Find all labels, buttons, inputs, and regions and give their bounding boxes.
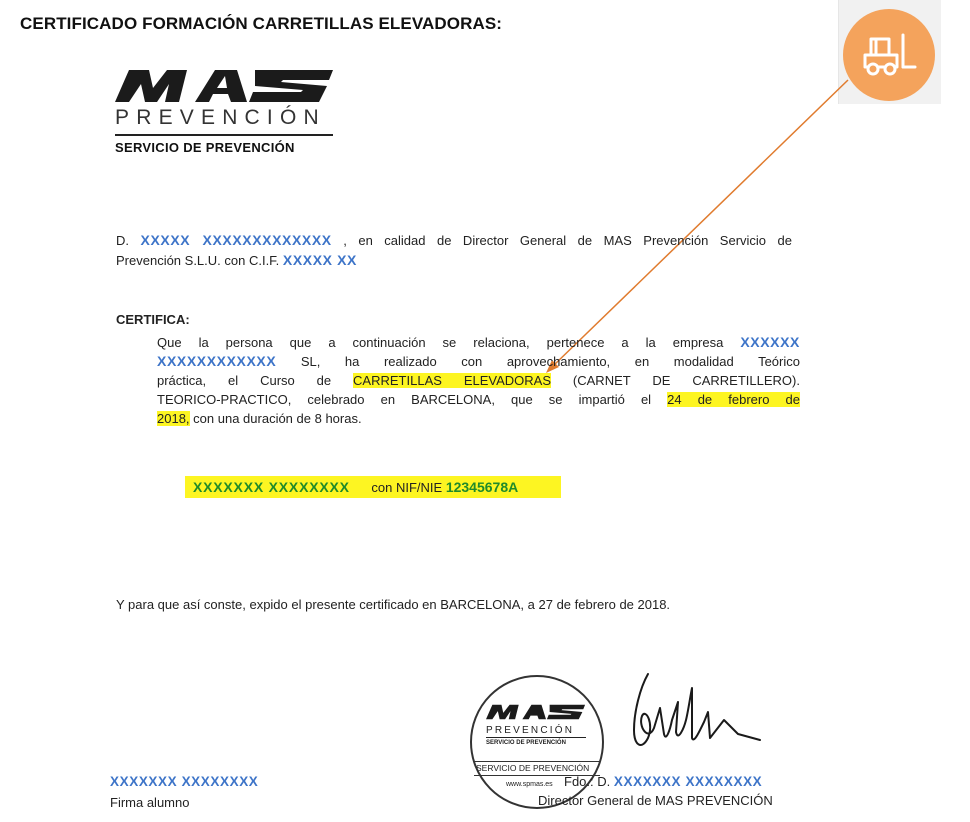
document-title: CERTIFICADO FORMACIÓN CARRETILLAS ELEVADORAS: xyxy=(20,14,503,33)
director-name: XXXXX XXXXXXXXXXXXX xyxy=(140,232,332,248)
intro-text-2: Prevención S.L.U. con C.I.F. xyxy=(116,253,280,268)
director-title: Director General de MAS PREVENCIÓN xyxy=(538,793,773,808)
logo-servicio: SERVICIO DE PREVENCIÓN xyxy=(115,140,295,155)
stamp-ring-text: SERVICIO DE PREVENCIÓN xyxy=(476,763,590,773)
stamp-band-line xyxy=(474,761,600,762)
director-fdo-line xyxy=(564,774,762,789)
course-name: CARRETILLAS ELEVADORAS xyxy=(353,373,551,388)
student-name: XXXXXXX XXXXXXXX xyxy=(193,479,350,495)
student-signature-name: XXXXXXX XXXXXXXX xyxy=(110,774,259,789)
body-line-2: SL, ha realizado con aprovechamiento, en modalidad Teórico xyxy=(300,354,800,369)
logo-divider xyxy=(115,134,333,136)
course-date-1: 24 de febrero de xyxy=(667,392,800,407)
company-cif: XXXXX XX xyxy=(282,252,357,268)
body-line-3a: práctica, el Curso de xyxy=(157,373,332,388)
body-line-3b: (CARNET DE CARRETILLERO). xyxy=(572,373,800,388)
director-signature-name: XXXXXXX XXXXXXXX xyxy=(613,774,763,789)
director-signature xyxy=(620,668,790,768)
intro-prefix: D. xyxy=(116,233,129,248)
fdo-prefix: Fdo.: D. xyxy=(564,774,611,789)
intro-paragraph xyxy=(116,231,792,271)
stamp-web: www.spmas.es xyxy=(506,781,553,788)
closing-statement: Y para que así conste, expido el presente certificado en BARCELONA, a 27 de febrero de 2018. xyxy=(116,597,671,612)
student-nif: 12345678A xyxy=(445,479,519,495)
stamp-rule xyxy=(486,737,586,738)
stamp-logo-mark xyxy=(486,703,586,721)
student-line xyxy=(185,476,561,498)
body-line-5: con una duración de 8 horas. xyxy=(193,411,362,426)
course-date-2: 2018, xyxy=(157,411,190,426)
stamp-servicio: SERVICIO DE PREVENCIÓN xyxy=(486,740,566,746)
student-signature-label: Firma alumno xyxy=(110,795,190,810)
body-line-4a: TEORICO-PRACTICO, celebrado en BARCELONA, que se impartió el xyxy=(157,392,652,407)
logo-prevencion: PREVENCIÓN xyxy=(115,106,326,129)
company-name-2: XXXXXXXXXXXX xyxy=(157,353,277,369)
certificate-body xyxy=(157,333,800,428)
intro-text-1: , en calidad de Director General de MAS Prevención Servicio de xyxy=(343,233,792,248)
nif-label: con NIF/NIE xyxy=(371,480,443,495)
mas-logo-mark xyxy=(115,68,335,104)
company-name-1: XXXXXX xyxy=(740,334,800,350)
certifica-label: CERTIFICA: xyxy=(116,312,190,327)
stamp-prevencion: PREVENCIÓN xyxy=(486,725,575,736)
body-line-1: Que la persona que a continuación se relaciona, pertenece a la empresa xyxy=(157,335,724,350)
